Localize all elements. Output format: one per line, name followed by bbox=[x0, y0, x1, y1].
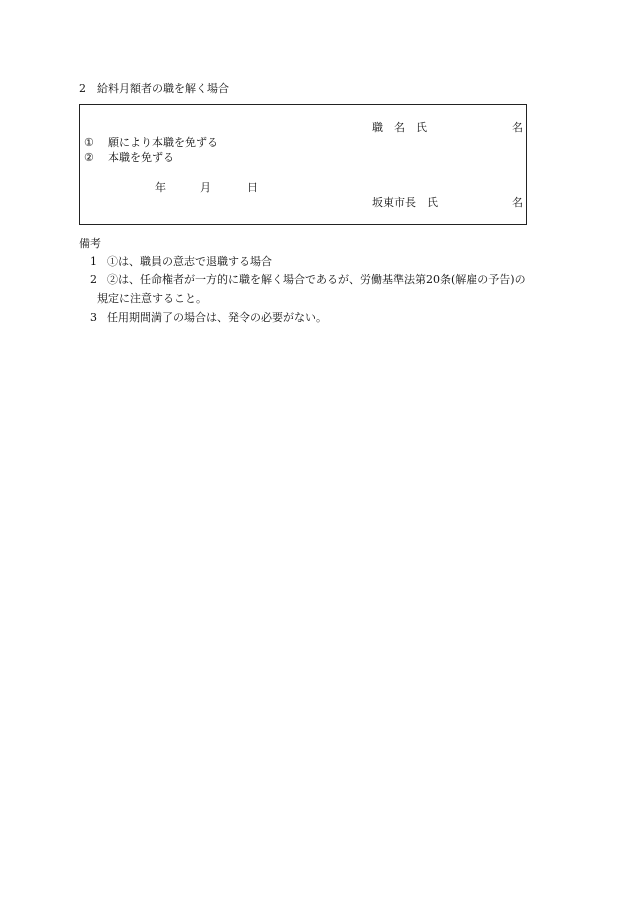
date-line bbox=[155, 182, 258, 193]
date-month-label: 月 bbox=[200, 181, 211, 194]
note-text: ①は、職員の意志で退職する場合 bbox=[107, 255, 272, 268]
remark-note-2 bbox=[90, 274, 526, 285]
option-text: 願により本職を免ずる bbox=[108, 136, 218, 149]
option-mark: ① bbox=[84, 136, 94, 149]
dismissal-option-1 bbox=[84, 137, 218, 148]
mayor-title-label: 坂東市長 氏 bbox=[372, 196, 438, 209]
mayor-name-suffix: 名 bbox=[512, 196, 523, 209]
option-mark: ② bbox=[84, 151, 94, 164]
remark-note-1 bbox=[90, 256, 272, 267]
note-number: 2 bbox=[90, 273, 97, 286]
official-name-suffix: 名 bbox=[512, 121, 523, 134]
date-day-label: 日 bbox=[247, 181, 258, 194]
option-text: 本職を免ずる bbox=[108, 151, 174, 164]
remarks-heading: 備考 bbox=[79, 237, 101, 250]
appointment-form-box bbox=[79, 104, 527, 225]
note-number: 1 bbox=[90, 255, 97, 268]
remark-note-3 bbox=[90, 312, 327, 323]
note-text: 任用期間満了の場合は、発令の必要がない。 bbox=[107, 311, 327, 324]
note-text: ②は、任命権者が一方的に職を解く場合であるが、労働基準法第20条(解雇の予告)の bbox=[107, 273, 526, 286]
date-year-label: 年 bbox=[155, 181, 166, 194]
remark-note-2-continuation: 規定に注意すること。 bbox=[97, 292, 207, 305]
note-number: 3 bbox=[90, 311, 97, 324]
section-heading: 2 給料月額者の職を解く場合 bbox=[79, 82, 229, 95]
official-title-label: 職 名 氏 bbox=[372, 121, 427, 134]
dismissal-option-2 bbox=[84, 152, 174, 163]
